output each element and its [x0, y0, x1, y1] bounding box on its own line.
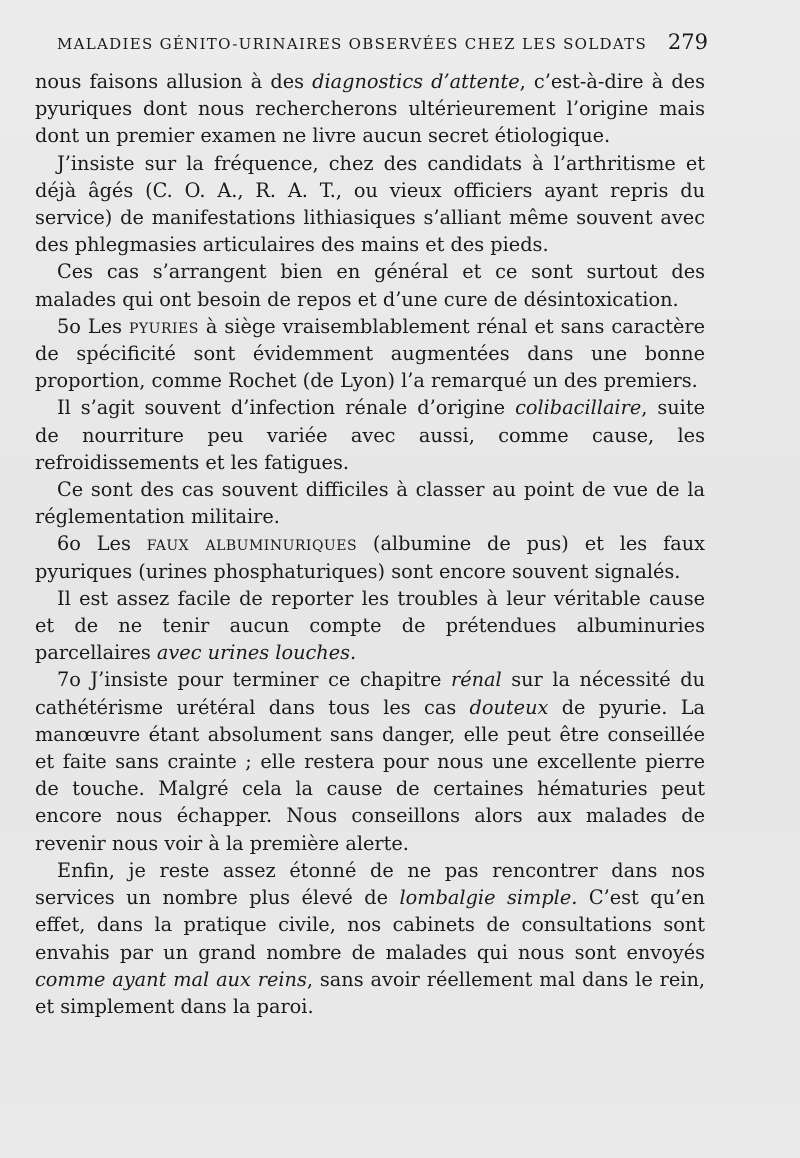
text-run: de pyurie. La manœuvre étant absolument sans danger, elle peut être conseillée et faite sans crainte ; elle restera pour nous une excellente pierre de touche. Malgré cela la cause de certaines hématuries peut encore nous échapper. Nous conseillons alors aux malades de revenir nous voir à la première alerte. — [35, 695, 705, 855]
body-text — [35, 68, 705, 1020]
section-6-paragraph — [35, 530, 705, 584]
text-run: Il s’agit souvent d’infection rénale d’origine — [57, 396, 516, 420]
small-caps-term: faux albuminuriques — [146, 532, 358, 556]
small-caps-term: pyuries — [129, 314, 199, 338]
text-run: C’est qu’en effet, dans la pratique civile, nos cabinets de consultations sont envahis par un grand nombre de malades qui nous sont envoyés — [35, 886, 705, 964]
paragraph-3: Ces cas s’arrangent bien en général et ce sont surtout des malades qui ont besoin de repos et d’une cure de désintoxication. — [35, 260, 705, 311]
section-7-paragraph-2 — [35, 857, 705, 1020]
text-run: nous faisons allusion à des — [35, 70, 313, 93]
text-run: sur la nécessité du cathétérisme urétéral dans tous les cas — [35, 668, 705, 719]
section-7-paragraph — [35, 666, 705, 856]
text-run: (albumine de pus) et les faux pyuriques (urines phosphaturiques) sont encore souvent signalés. — [35, 532, 705, 583]
italic-run: diagnostics d’attente — [312, 70, 520, 93]
italic-run: rénal — [450, 668, 502, 692]
text-run: Il est assez facile de reporter les troubles à leur véritable cause et de ne tenir aucun compte de prétendues albuminuries parcellaires — [35, 586, 705, 665]
text-run: Enfin, je reste assez étonné de ne pas rencontrer dans nos services un nombre plus élevé de — [35, 858, 705, 910]
section-5-paragraph-3: Ce sont des cas souvent difficiles à classer au point de vue de la réglementation militaire. — [35, 478, 705, 529]
section-6-paragraph-2 — [35, 585, 705, 667]
section-number: 5o Les — [57, 314, 130, 338]
italic-run: comme ayant mal aux reins — [35, 967, 307, 991]
paragraph-2: J’insiste sur la fréquence, chez des candidats à l’arthritisme et déjà âgés (C. O. A., R. A. T., ou vieux officiers ayant repris du service) de manifestations lithiasiques s’alliant même souvent avec des phlegmasies articulaires des mains et des pieds. — [35, 151, 705, 257]
paragraph-1 — [35, 68, 705, 150]
italic-run: colibacillaire — [515, 396, 642, 420]
text-run: , sans avoir réellement mal dans le rein, et simplement dans la paroi. — [35, 967, 705, 1018]
text-run: , c’est-à-dire à des pyuriques dont nous rechercherons ultérieurement l’origine mais dont un premier examen ne livre aucun secret étiologique. — [35, 70, 705, 148]
running-title: MALADIES GÉNITO-URINAIRES OBSERVÉES CHEZ LES SOLDATS — [57, 35, 648, 53]
section-number: 6o Les — [57, 532, 147, 556]
italic-run: lombalgie simple. — [399, 886, 578, 910]
text-run: , suite de nourriture peu variée avec aussi, comme cause, les refroidissements et les fatigues. — [35, 396, 705, 474]
section-5-paragraph — [35, 313, 705, 395]
section-5-paragraph-2 — [35, 394, 705, 476]
text-run: à siège vraisemblablement rénal et sans caractère de spécificité sont évidemment augmentées dans une bonne proportion, comme Rochet (de Lyon) l’a remarqué un des premiers. — [35, 314, 705, 393]
italic-run: avec urines louches. — [156, 641, 357, 665]
page-number: 279 — [667, 30, 708, 54]
italic-run: douteux — [469, 695, 549, 719]
text-run: 7o J’insiste pour terminer ce chapitre — [57, 668, 451, 692]
running-header — [57, 30, 708, 54]
